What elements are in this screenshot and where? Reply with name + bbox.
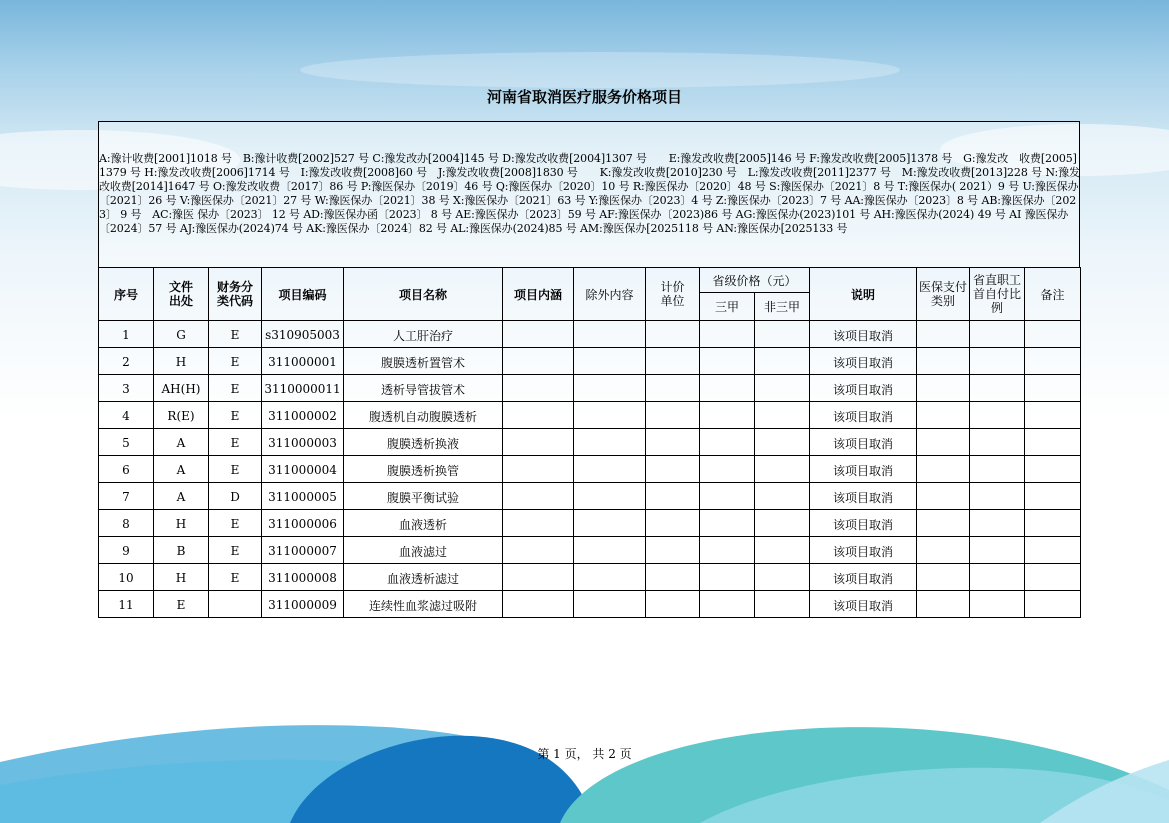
cell-exclusion (574, 456, 646, 483)
table-row (99, 456, 1081, 483)
cell-description: 该项目取消 (810, 510, 917, 537)
cell-item-name: 腹膜透析置管术 (344, 348, 503, 375)
cell-finance-code: E (209, 537, 262, 564)
cell-unit (646, 537, 700, 564)
cell-price-tier-a (700, 510, 755, 537)
cell-description: 该项目取消 (810, 564, 917, 591)
cell-price-tier-a (700, 321, 755, 348)
cell-insurance-category (917, 510, 970, 537)
cell-connotation (503, 564, 574, 591)
cell-price-tier-non-a (755, 456, 810, 483)
cell-remarks (1025, 375, 1081, 402)
cell-remarks (1025, 537, 1081, 564)
cell-seq: 7 (99, 483, 154, 510)
cell-unit (646, 591, 700, 618)
cell-doc-source: B (154, 537, 209, 564)
cell-item-code: 311000003 (262, 429, 344, 456)
cell-unit (646, 564, 700, 591)
cell-doc-source: A (154, 456, 209, 483)
cell-seq: 1 (99, 321, 154, 348)
cell-price-tier-non-a (755, 483, 810, 510)
cell-self-pay-ratio (970, 429, 1025, 456)
cell-connotation (503, 348, 574, 375)
cell-unit (646, 456, 700, 483)
cell-unit (646, 402, 700, 429)
header-description: 说明 (810, 268, 917, 321)
cell-seq: 6 (99, 456, 154, 483)
cell-self-pay-ratio (970, 537, 1025, 564)
cell-description: 该项目取消 (810, 402, 917, 429)
cell-unit (646, 348, 700, 375)
header-remarks: 备注 (1025, 268, 1081, 321)
cell-doc-source: H (154, 348, 209, 375)
cell-remarks (1025, 456, 1081, 483)
cell-exclusion (574, 537, 646, 564)
cell-item-code: 311000007 (262, 537, 344, 564)
cell-doc-source: A (154, 429, 209, 456)
cell-item-name: 血液滤过 (344, 537, 503, 564)
cell-price-tier-non-a (755, 537, 810, 564)
cell-price-tier-non-a (755, 375, 810, 402)
page-footer: 第 1 页， 共 2 页 (537, 747, 632, 761)
cell-self-pay-ratio (970, 483, 1025, 510)
table-row (99, 375, 1081, 402)
cell-connotation (503, 483, 574, 510)
cell-exclusion (574, 375, 646, 402)
cell-item-code: 311000006 (262, 510, 344, 537)
cell-doc-source: E (154, 591, 209, 618)
cell-connotation (503, 402, 574, 429)
cell-seq: 9 (99, 537, 154, 564)
cell-remarks (1025, 564, 1081, 591)
cell-description: 该项目取消 (810, 429, 917, 456)
cell-item-name: 透析导管拔管术 (344, 375, 503, 402)
cell-item-code: 311000001 (262, 348, 344, 375)
table-row (99, 564, 1081, 591)
document-sources-box (98, 121, 1080, 267)
cell-item-name: 血液透析滤过 (344, 564, 503, 591)
cell-price-tier-a (700, 483, 755, 510)
cell-insurance-category (917, 483, 970, 510)
cell-price-tier-non-a (755, 321, 810, 348)
cell-item-code: 3110000011 (262, 375, 344, 402)
table-row (99, 483, 1081, 510)
cell-doc-source: H (154, 564, 209, 591)
cell-seq: 5 (99, 429, 154, 456)
cell-item-name: 腹膜透析换管 (344, 456, 503, 483)
cell-price-tier-a (700, 348, 755, 375)
cell-item-code: 311000009 (262, 591, 344, 618)
cell-item-name: 腹透机自动腹膜透析 (344, 402, 503, 429)
cell-price-tier-a (700, 537, 755, 564)
cell-finance-code: E (209, 456, 262, 483)
cell-price-tier-a (700, 456, 755, 483)
cell-seq: 3 (99, 375, 154, 402)
table-row (99, 510, 1081, 537)
cell-exclusion (574, 483, 646, 510)
cell-price-tier-a (700, 591, 755, 618)
table-row (99, 429, 1081, 456)
table-body (99, 321, 1081, 618)
cell-exclusion (574, 402, 646, 429)
cell-item-code: 311000004 (262, 456, 344, 483)
cell-insurance-category (917, 456, 970, 483)
cell-insurance-category (917, 375, 970, 402)
cell-price-tier-non-a (755, 429, 810, 456)
cell-self-pay-ratio (970, 591, 1025, 618)
cell-self-pay-ratio (970, 375, 1025, 402)
cell-unit (646, 483, 700, 510)
header-finance-code: 财务分类代码 (209, 268, 262, 321)
cell-price-tier-non-a (755, 510, 810, 537)
cell-finance-code: E (209, 375, 262, 402)
cell-unit (646, 375, 700, 402)
cell-item-name: 腹膜透析换液 (344, 429, 503, 456)
cell-remarks (1025, 321, 1081, 348)
header-self-pay-ratio: 省直职工首自付比例 (970, 268, 1025, 321)
header-doc-source: 文件出处 (154, 268, 209, 321)
header-seq: 序号 (99, 268, 154, 321)
cell-exclusion (574, 591, 646, 618)
header-tier-a: 三甲 (700, 293, 755, 321)
header-insurance-category: 医保支付类别 (917, 268, 970, 321)
cell-description: 该项目取消 (810, 456, 917, 483)
cell-price-tier-a (700, 429, 755, 456)
cell-finance-code: E (209, 321, 262, 348)
cell-connotation (503, 510, 574, 537)
cell-self-pay-ratio (970, 321, 1025, 348)
cell-item-code: s310905003 (262, 321, 344, 348)
table-row (99, 537, 1081, 564)
cell-insurance-category (917, 321, 970, 348)
cell-insurance-category (917, 348, 970, 375)
cell-item-code: 311000005 (262, 483, 344, 510)
cell-item-name: 连续性血浆滤过吸附 (344, 591, 503, 618)
cell-doc-source: AH(H) (154, 375, 209, 402)
cell-exclusion (574, 321, 646, 348)
price-items-table (98, 267, 1081, 618)
cell-description: 该项目取消 (810, 375, 917, 402)
cell-item-code: 311000008 (262, 564, 344, 591)
cell-seq: 2 (99, 348, 154, 375)
header-unit: 计价单位 (646, 268, 700, 321)
header-item-name: 项目名称 (344, 268, 503, 321)
cell-insurance-category (917, 429, 970, 456)
header-connotation: 项目内涵 (503, 268, 574, 321)
cell-exclusion (574, 564, 646, 591)
cell-connotation (503, 456, 574, 483)
cell-doc-source: R(E) (154, 402, 209, 429)
cell-finance-code: E (209, 564, 262, 591)
cell-doc-source: A (154, 483, 209, 510)
cell-self-pay-ratio (970, 456, 1025, 483)
cell-item-name: 腹膜平衡试验 (344, 483, 503, 510)
cell-unit (646, 429, 700, 456)
table-row (99, 591, 1081, 618)
cell-seq: 11 (99, 591, 154, 618)
cell-finance-code: E (209, 348, 262, 375)
cell-finance-code: D (209, 483, 262, 510)
cell-price-tier-non-a (755, 348, 810, 375)
cell-insurance-category (917, 402, 970, 429)
cell-finance-code: E (209, 402, 262, 429)
table-row (99, 321, 1081, 348)
cell-self-pay-ratio (970, 510, 1025, 537)
cell-connotation (503, 537, 574, 564)
page-title: 河南省取消医疗服务价格项目 (486, 88, 682, 106)
cell-seq: 10 (99, 564, 154, 591)
cell-remarks (1025, 402, 1081, 429)
cell-remarks (1025, 510, 1081, 537)
cell-doc-source: H (154, 510, 209, 537)
cell-price-tier-a (700, 375, 755, 402)
cell-connotation (503, 321, 574, 348)
cell-description: 该项目取消 (810, 591, 917, 618)
cell-finance-code: E (209, 510, 262, 537)
document-sources-text: A:豫计收费[2001]1018 号 B:豫计收费[2002]527 号 C:豫发改办[2004]145 号 D:豫发改收费[2004]1307 号 E:豫发改收费[2005]146 号 F:豫发改收费[2005]1378 号 G:豫发改 收费[2005]1379 号 H:豫发改收费[2006]1714 号 I:豫发改收费[2008]60 号 J:豫发改收费[2008]1830 号 K:豫发改收费[2010]230 号 L:豫发改收费[2011]2377 号 M:豫发改收费[2013]228 号 N:豫发改收费[2014]1647 号 O:豫发改收费〔2017〕86 号 P:豫医保办〔2019〕46 号 Q:豫医保办〔2020〕10 号 R:豫医保办〔2020〕48 号 S:豫医保办〔2021〕8 号 T:豫医保办( 2021）9 号 U:豫医保办〔2021〕26 号 V:豫医保办〔2021〕27 号 W:豫医保办〔2021〕38 号 X:豫医保办〔2021〕63 号 Y:豫医保办〔2023〕4 号 Z:豫医保办〔2023〕7 号 AA:豫医保办〔2023〕8 号 AB:豫医保办〔2023〕 9 号 AC:豫医 保办〔2023〕 12 号 AD:豫医保办函〔2023〕 8 号 AE:豫医保办〔2023〕59 号 AF:豫医保办〔2023)86 号 AG:豫医保办(2023)101 号 AH:豫医保办(2024) 49 号 AI 豫医保办〔2024〕57 号 AJ:豫医保办(2024)74 号 AK:豫医保办〔2024〕82 号 AL:豫医保办(2024)85 号 AM:豫医保办[2025118 号 AN:豫医保办[2025133 号 (99, 152, 1080, 235)
cell-item-code: 311000002 (262, 402, 344, 429)
cell-finance-code: E (209, 429, 262, 456)
cell-remarks (1025, 483, 1081, 510)
cell-remarks (1025, 591, 1081, 618)
cell-price-tier-non-a (755, 402, 810, 429)
cell-self-pay-ratio (970, 564, 1025, 591)
header-tier-non-a: 非三甲 (755, 293, 810, 321)
cell-description: 该项目取消 (810, 321, 917, 348)
cell-price-tier-non-a (755, 564, 810, 591)
cell-remarks (1025, 429, 1081, 456)
cell-exclusion (574, 348, 646, 375)
cell-remarks (1025, 348, 1081, 375)
cell-finance-code (209, 591, 262, 618)
cell-description: 该项目取消 (810, 537, 917, 564)
header-exclusion: 除外内容 (574, 268, 646, 321)
cell-doc-source: G (154, 321, 209, 348)
cell-self-pay-ratio (970, 402, 1025, 429)
cell-insurance-category (917, 537, 970, 564)
cell-price-tier-a (700, 564, 755, 591)
header-provincial-price: 省级价格（元） (700, 268, 810, 293)
cell-unit (646, 510, 700, 537)
cell-insurance-category (917, 564, 970, 591)
cell-unit (646, 321, 700, 348)
cell-exclusion (574, 510, 646, 537)
table-row (99, 348, 1081, 375)
cell-item-name: 人工肝治疗 (344, 321, 503, 348)
cell-insurance-category (917, 591, 970, 618)
header-item-code: 项目编码 (262, 268, 344, 321)
cell-item-name: 血液透析 (344, 510, 503, 537)
cell-self-pay-ratio (970, 348, 1025, 375)
cell-description: 该项目取消 (810, 483, 917, 510)
table-row (99, 402, 1081, 429)
cell-price-tier-non-a (755, 591, 810, 618)
cell-price-tier-a (700, 402, 755, 429)
cell-description: 该项目取消 (810, 348, 917, 375)
cell-connotation (503, 429, 574, 456)
cell-connotation (503, 591, 574, 618)
cell-seq: 8 (99, 510, 154, 537)
cell-seq: 4 (99, 402, 154, 429)
cell-exclusion (574, 429, 646, 456)
cell-connotation (503, 375, 574, 402)
